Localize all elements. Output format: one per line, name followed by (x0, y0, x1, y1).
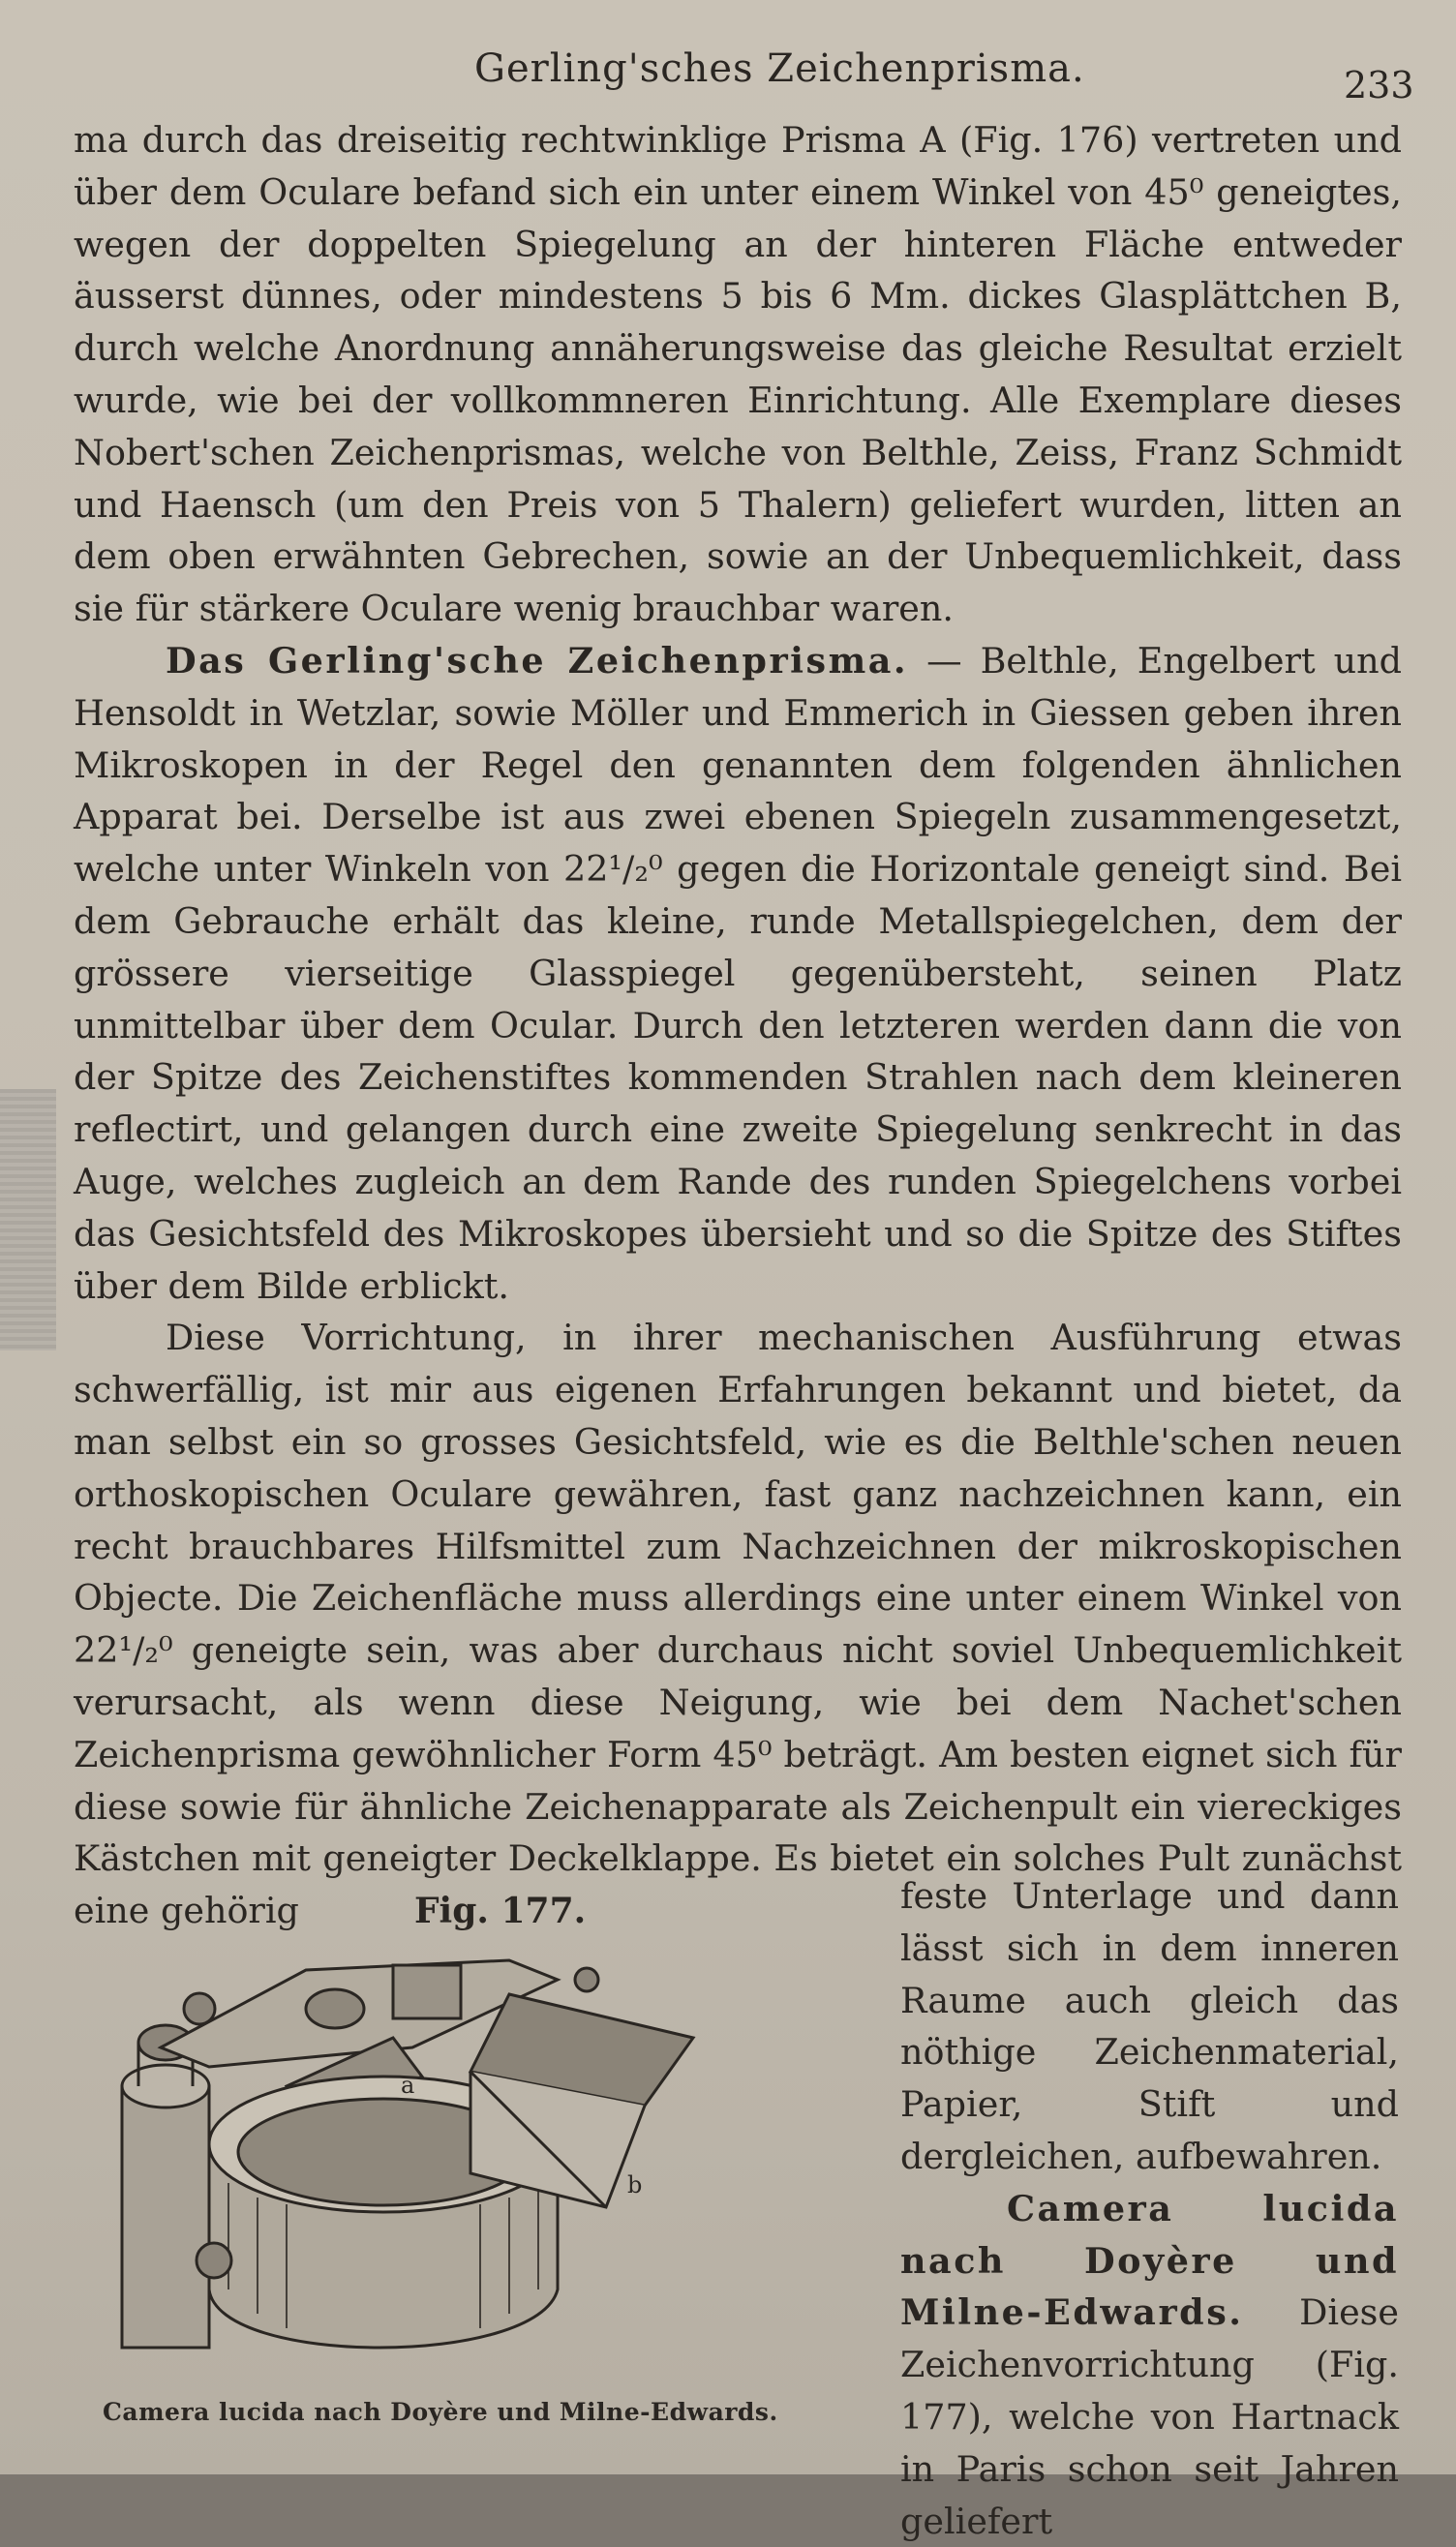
page-header (0, 46, 1456, 106)
side-column-text (900, 1870, 1399, 2547)
label-a: a (401, 2072, 415, 2099)
figure-label: Fig. 177. (414, 1891, 587, 1931)
section-heading-camera-lucida: Camera lucida nach Doyère und Milne-Edwards. (900, 2187, 1399, 2334)
paragraph-3: Diese Vorrichtung, in ihrer mechanischen Ausführung etwas schwerfällig, ist mir aus eigenen Erfahrungen bekannt und bietet, da man selbst ein so grosses Gesichtsfeld, wie es die Belthle'schen neuen orthoskopischen Oculare gewähren, fast ganz nachzeichnen kann, ein recht brauchbares Hilfsmittel zum Nachzeichnen der mikroskopischen Objecte. Die Zeichenfläche muss allerdings eine unter einem Winkel von 22¹/₂⁰ geneigte sein, was aber durchaus nicht soviel Unbequemlichkeit verursacht, als wenn diese Neigung, wie bei dem Nachet'schen Zeichenprisma gewöhnlicher Form 45⁰ beträgt. Am besten eignet sich für diese sowie für ähnliche Zeichenapparate als Zeichenpult ein viereckiges Kästchen mit geneigter Deckelklappe. Es bietet ein solches Pult zunächst eine gehörig (74, 1317, 1402, 1932)
mounting-post (122, 2086, 209, 2348)
main-text (74, 114, 1402, 1937)
page-edge-marker (0, 1089, 56, 1350)
running-title: Gerling'sches Zeichenprisma. (474, 46, 1085, 91)
paragraph-1: ma durch das dreiseitig rechtwinklige Prisma A (Fig. 176) vertreten und über dem Oculare befand sich ein unter einem Winkel von 45⁰ geneigtes, wegen der doppelten Spiegelung an der hinteren Fläche entweder äusserst dünnes, oder mindestens 5 bis 6 Mm. dickes Glasplättchen B, durch welche Anordnung annäherungsweise das gleiche Resultat erzielt wurde, wie bei der vollkommneren Einrichtung. Alle Exemplare dieses Nobert'schen Zeichenprismas, welche von Belthle, Zeiss, Franz Schmidt und Haensch (um den Preis von 5 Thalern) geliefert wurden, litten an dem oben erwähnten Gebrechen, sowie an der Unbequemlichkeit, dass sie für stärkere Oculare wenig brauchbar waren. (74, 119, 1402, 630)
label-b: b (627, 2171, 643, 2198)
page-number: 233 (1344, 64, 1414, 106)
section-heading-gerling: Das Gerling'sche Zeichenprisma. (166, 639, 909, 682)
side-paragraph-2-text: Diese Zeichenvorrichtung (Fig. 177), welche von Hartnack in Paris schon seit Jahren geliefert (900, 2291, 1399, 2542)
figure-caption: Camera lucida nach Doyère und Milne-Edwards. (103, 2398, 778, 2426)
paragraph-2 (74, 635, 1402, 1312)
camera-lucida-illustration (103, 1941, 858, 2396)
paragraph-2-text: — Belthle, Engelbert und Hensoldt in Wetzlar, sowie Möller und Emmerich in Giessen geben ihren Mikroskopen in der Regel den genannten dem folgenden ähnlichen Apparat bei. Derselbe ist aus zwei ebenen Spiegeln zusammengesetzt, welche unter Winkeln von 22¹/₂⁰ gegen die Horizontale geneigt sind. Bei dem Gebrauche erhält das kleine, runde Metallspiegelchen, dem der grössere vierseitige Glasspiegel gegenübersteht, seinen Platz unmittelbar über dem Ocular. Durch den letzteren werden dann die von der Spitze des Zeichenstiftes kommenden Strahlen nach dem kleineren reflectirt, und gelangen durch eine zweite Spiegelung senkrecht in das Auge, welches zugleich an dem Rande des runden Spiegelchens vorbei das Gesichtsfeld des Mikroskopes übersieht und so die Spitze des Stiftes über dem Bilde erblickt. (74, 639, 1402, 1307)
side-paragraph-2 (900, 2183, 1399, 2547)
side-paragraph-1: feste Unterlage und dann lässt sich in dem inneren Raume auch gleich das nöthige Zeichenmaterial, Papier, Stift und dergleichen, aufbewahren. (900, 1875, 1399, 2177)
figure-177 (74, 1883, 887, 2444)
